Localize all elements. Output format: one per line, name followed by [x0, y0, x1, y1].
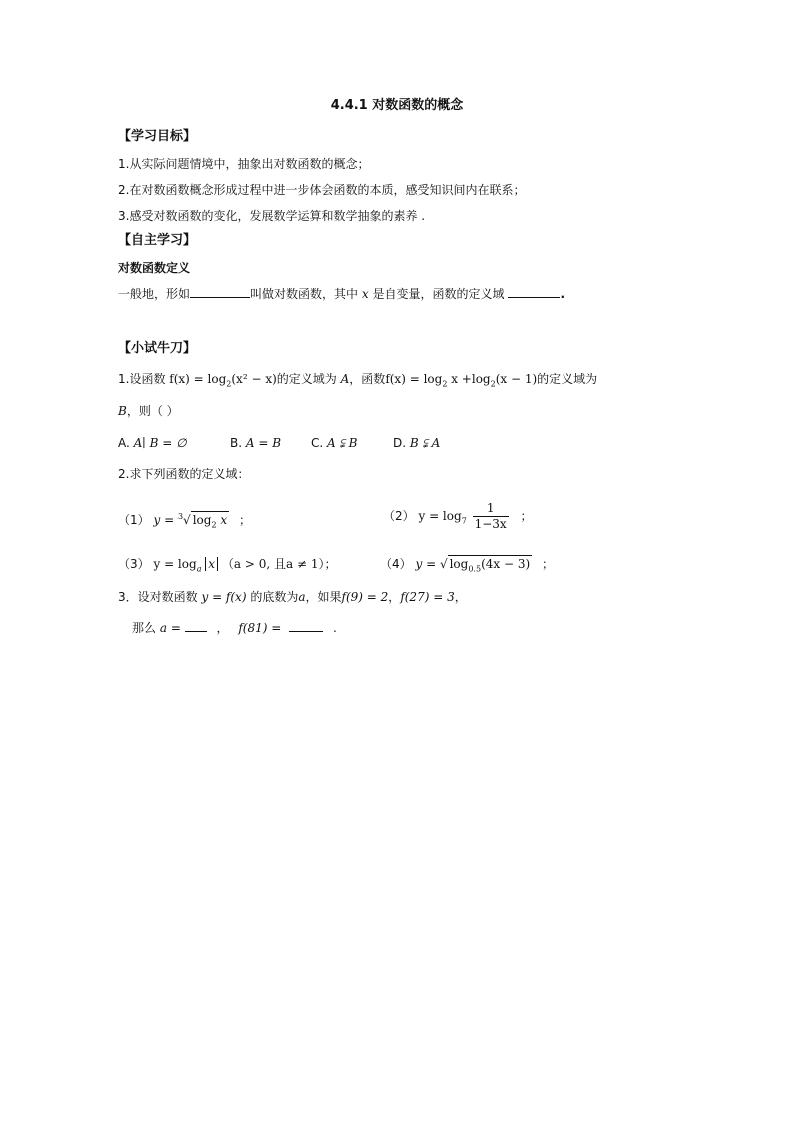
definition-text-a: 一般地，形如: [118, 287, 191, 301]
part-1-base: 2: [211, 520, 217, 530]
part-4-arg: (4x − 3): [481, 557, 531, 571]
option-b-expr: A = B: [245, 436, 282, 450]
page-title: 4.4.1 对数函数的概念: [330, 98, 464, 113]
q1-option-a[interactable]: [118, 434, 187, 452]
q3-condition-1: f(9) = 2: [341, 590, 389, 604]
part-1-label: （1）: [118, 513, 150, 527]
self-study-heading: 【自主学习】: [118, 233, 197, 248]
part-1-root-index: 3: [177, 512, 184, 521]
q3-end: ，: [454, 590, 467, 604]
q3-lead: 3．设对数函数: [118, 590, 198, 604]
q1-line2-rest: ，则（ ）: [126, 404, 179, 418]
part-3-label: （3）: [118, 557, 150, 571]
part-1-lhs: y =: [153, 513, 178, 527]
part-4-label: （4）: [380, 557, 412, 571]
q1-f2-arg2: (x − 1): [495, 372, 538, 386]
part-4-log: log: [449, 557, 469, 571]
q1-f2-arg: x +log: [447, 372, 491, 386]
part-3-end: ；: [324, 557, 337, 571]
practice-heading: 【小试牛刀】: [118, 341, 197, 356]
q3-blank-f81[interactable]: [289, 619, 323, 632]
part-3-base: a: [196, 564, 202, 574]
q3-mid: 的底数为: [250, 590, 299, 604]
q1-mid: 的定义域为: [276, 372, 337, 386]
definition-blank-1[interactable]: [190, 285, 250, 298]
part-4-end: ；: [542, 557, 555, 571]
q2-lead: 2.求下列函数的定义域：: [118, 467, 250, 481]
q1-f2-base: 2: [442, 379, 448, 389]
q3-condition-2: f(27) = 3: [400, 590, 455, 604]
part-4-lhs: y =: [415, 557, 440, 571]
goals-heading: 【学习目标】: [118, 129, 197, 144]
q1-option-b[interactable]: [230, 434, 281, 452]
part-2-lhs: y = log: [418, 509, 462, 523]
q3-line2-lead: 那么: [132, 621, 157, 635]
q1-f2-base2: 2: [490, 379, 496, 389]
q3-sep: ，: [388, 590, 401, 604]
part-4-radicand: [448, 555, 533, 577]
q1-line-2: [118, 402, 179, 420]
q3-mid2: ，如果: [305, 590, 342, 604]
q1-mid2: ，函数: [349, 372, 386, 386]
q3-expr-f81: f(81) =: [238, 621, 286, 635]
part-2-numerator: 1: [473, 501, 509, 517]
definition-text-c: 是自变量，函数的定义域: [372, 287, 505, 301]
q1-line-1: [118, 370, 597, 393]
q2-part-1: （1） y = $^3$√ $\log_2 x$ ；: [118, 508, 251, 533]
option-a-label: A.: [118, 436, 130, 450]
q2-part-2: [383, 501, 533, 536]
goal-item-2: 2.在对数函数概念形成过程中进一步体会函数的本质，感受知识间内在联系；: [118, 183, 526, 197]
q3-base-a: a: [298, 590, 306, 604]
part-3-abs: x: [205, 557, 218, 571]
q1-option-c[interactable]: [311, 434, 357, 452]
part-1-radicand: [191, 511, 229, 533]
option-b-label: B.: [230, 436, 243, 450]
part-2-label: （2）: [383, 509, 415, 523]
q3-line2-sep: ，: [216, 621, 229, 635]
option-c-expr: A ⫋ B: [327, 436, 358, 450]
part-1-log: log: [192, 513, 212, 527]
goal-item-3: 3.感受对数函数的变化，发展数学运算和数学抽象的素养 .: [118, 209, 426, 223]
part-3-lhs: y = log: [153, 557, 197, 571]
option-c-label: C.: [311, 436, 324, 450]
definition-blank-2[interactable]: [508, 285, 560, 298]
goal-item-1: 1.从实际问题情境中，抽象出对数函数的概念；: [118, 157, 370, 171]
definition-text-b: 叫做对数函数，其中: [250, 287, 359, 301]
part-2-base: 7: [461, 516, 467, 526]
option-d-label: D.: [393, 436, 407, 450]
q3-line-1: [118, 588, 467, 606]
part-1-x: x: [220, 513, 228, 527]
q3-blank-a[interactable]: [185, 619, 207, 632]
q1-lead: 1.设函数: [118, 372, 166, 386]
q3-func: y = f(x): [201, 590, 247, 604]
q1-set-b: B: [118, 404, 127, 418]
q1-f2: f(x) = log: [385, 372, 443, 386]
part-4-base: 0.5: [468, 564, 482, 574]
q2-part-3: [118, 555, 337, 578]
part-3-condition: （a > 0, 且a ≠ 1）: [221, 557, 325, 571]
part-2-denominator: 1−3x: [474, 517, 507, 531]
q1-option-d[interactable]: [393, 434, 440, 452]
q1-f1-arg: (x² − x): [231, 372, 277, 386]
definition-subheading: 对数函数定义: [118, 261, 191, 275]
part-1-end: ；: [238, 513, 251, 527]
part-2-end: ；: [520, 509, 533, 523]
q1-f1-base: 2: [226, 379, 232, 389]
q3-expr-a: a =: [159, 621, 185, 635]
option-d-expr: B ⫋ A: [409, 436, 441, 450]
part-2-fraction: [473, 501, 509, 532]
option-a-expr: A∣ B = ∅: [133, 436, 187, 450]
q1-end: 的定义域为: [537, 372, 598, 386]
definition-line: [118, 285, 565, 303]
q1-f1: f(x) = log: [169, 372, 227, 386]
q3-line2-end: .: [332, 621, 337, 635]
q3-line-2: [132, 619, 337, 637]
q2-part-4: （4） y = √ $\log_{0.5}(4x - 3)$ ；: [380, 555, 554, 577]
definition-text-d: .: [560, 287, 566, 301]
q1-set-a: A: [340, 372, 350, 386]
definition-var-x: x: [361, 287, 369, 301]
